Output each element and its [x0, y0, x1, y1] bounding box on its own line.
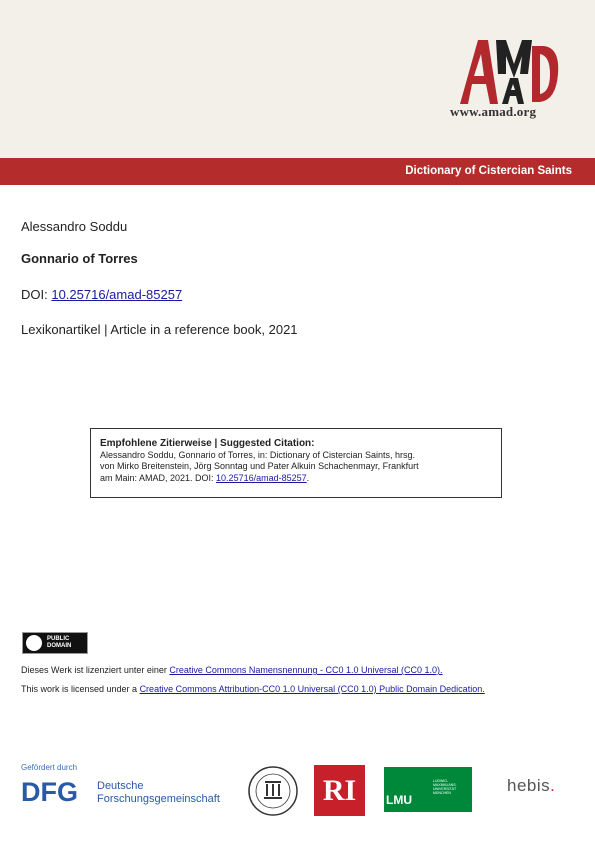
doi-line — [21, 287, 182, 302]
lmu-logo: LMU LUDWIG-MAXIMILIANS-UNIVERSITÄT MÜNCHEN — [384, 767, 472, 812]
university-seal-logo — [247, 765, 299, 817]
header-band — [0, 0, 595, 158]
funded-by-label: Gefördert durch — [21, 763, 78, 772]
citation-heading: Empfohlene Zitierweise | Suggested Citation: — [100, 438, 315, 449]
author-name: Alessandro Soddu — [21, 219, 128, 234]
dfg-name: Deutsche Forschungsgemeinschaft — [97, 780, 220, 805]
citation-line: von Mirko Breitenstein, Jörg Sonntag und Pater Alkuin Schachenmayr, Frankfurt — [100, 461, 419, 471]
license-de: Dieses Werk ist lizenziert unter einer Creative Commons Namensnennung - CC0 1.0 Universal (CC0 1.0). — [21, 665, 443, 675]
doi-link[interactable]: 10.25716/amad-85257 — [51, 287, 183, 302]
public-domain-icon — [26, 635, 42, 651]
citation-line: Alessandro Soddu, Gonnario of Torres, in: Dictionary of Cistercian Saints, hrsg. — [100, 449, 415, 460]
article-type: Lexikonartikel | Article in a reference book, 2021 — [21, 322, 298, 337]
badge-text: PUBLIC DOMAIN — [47, 636, 72, 649]
article-title: Gonnario of Torres — [21, 251, 138, 266]
logo-url[interactable]: www.amad.org — [450, 104, 537, 119]
series-bar — [0, 158, 595, 185]
dfg-logo — [21, 778, 93, 804]
license-en-link[interactable]: Creative Commons Attribution-CC0 1.0 Universal (CC0 1.0) Public Domain Dedication. — [139, 684, 485, 694]
license-de-link[interactable]: Creative Commons Namensnennung - CC0 1.0 Universal (CC0 1.0). — [169, 665, 443, 675]
series-title: Dictionary of Cistercian Saints — [405, 165, 572, 177]
public-domain-badge[interactable] — [22, 632, 88, 654]
citation-doi-link[interactable]: 10.25716/amad-85257 — [216, 472, 307, 483]
hebis-logo: hebis. — [507, 776, 556, 795]
ri-logo: RI — [314, 765, 365, 816]
citation-text — [100, 450, 492, 485]
svg-text:DFG: DFG — [21, 778, 78, 804]
citation-box — [90, 428, 502, 498]
citation-line: am Main: AMAD, 2021. DOI: 10.25716/amad-85257. — [100, 472, 310, 483]
license-en: This work is licensed under a Creative Commons Attribution-CC0 1.0 Universal (CC0 1.0) Public Domain Dedication. — [21, 684, 485, 694]
doi-label: DOI: — [21, 287, 52, 302]
